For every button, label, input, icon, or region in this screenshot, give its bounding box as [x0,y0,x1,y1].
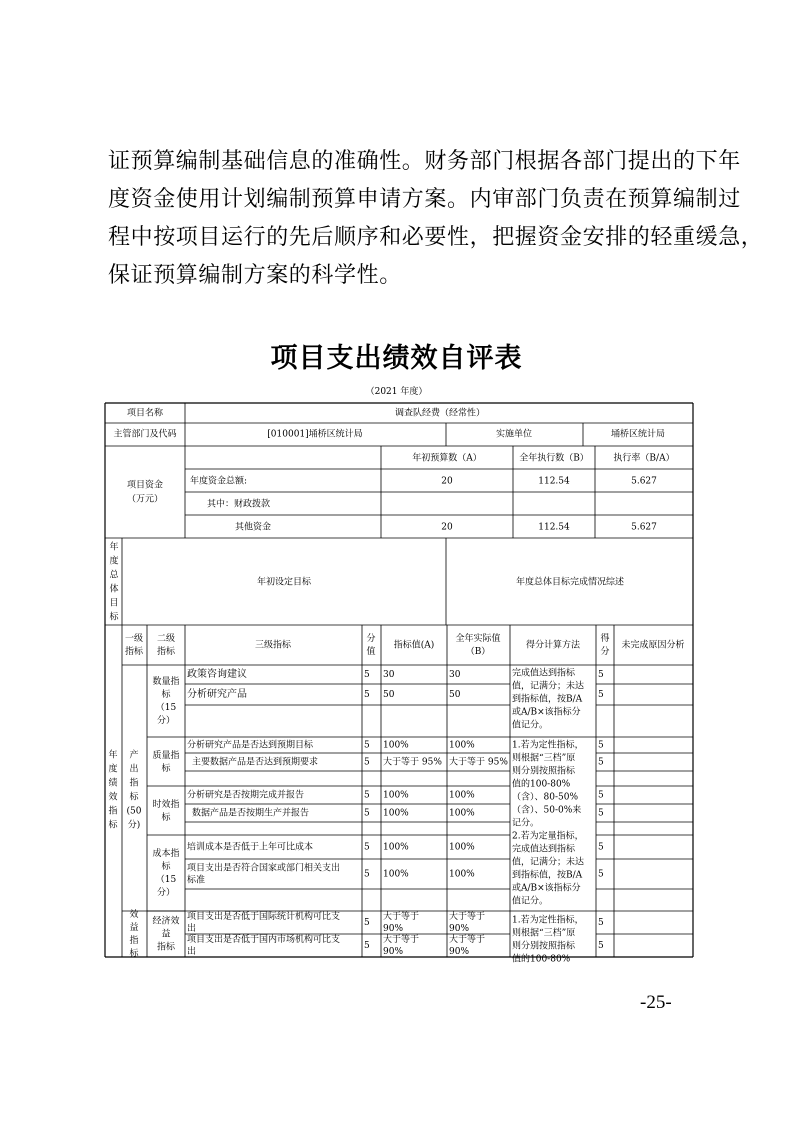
got-value: 5 [598,757,604,768]
actual-value: 大于等于 95% [449,757,508,768]
got-value: 5 [598,670,604,680]
group-label: 成本指 [152,849,180,859]
funds-exec: 112.54 [538,522,570,533]
col-level1: 指标 [124,647,144,657]
group-label: 分） [156,888,176,898]
actual-value: 100% [449,842,475,853]
level3-text: 分析研究产品 [187,689,247,700]
col-score: 值 [366,647,376,657]
benefit-vertical-label: 标 [129,949,139,959]
page-number: -25- [640,992,672,1013]
target-value: 90% [383,947,404,957]
group-label: 经济效 [152,916,180,927]
method-text: 值的100-80% [512,779,571,790]
level3-text: 项目支出是否符合国家或部门相关支出 [187,863,341,874]
group-label: （15 [155,875,177,885]
got-value: 5 [598,808,604,819]
method-text: 值记分。 [512,896,549,907]
score-value: 5 [364,740,370,751]
actual-value: 90% [449,924,470,934]
method-text: 或A/B×该指标分 [512,707,581,718]
col-level2: 二级 [156,634,176,644]
got-value: 5 [598,842,604,853]
output-vertical-label: 分) [127,820,141,831]
method-text: 2.若为定量指标， [512,831,584,842]
benefit-vertical-label: 效 [129,910,139,920]
impl-value: 埇桥区统计局 [610,429,666,440]
target-value: 30 [383,670,395,680]
goal-vertical-label: 标 [109,612,119,623]
target-value: 100% [383,808,409,819]
paragraph-line: 保证预算编制方案的科学性。 [108,263,402,288]
paragraph-line: 度资金使用计划编制预算申请方案。内审部门负责在预算编制过 [108,187,741,212]
score-value: 5 [364,670,370,680]
outer-vertical-label: 度 [108,764,118,775]
target-value: 100% [383,869,409,880]
paragraph-line: 证预算编制基础信息的准确性。财务部门根据各部门提出的下年 [108,149,741,174]
goal-vertical-label: 年 [109,542,119,553]
level3-text: 标准 [187,875,206,886]
got-value: 5 [598,740,604,751]
score-value: 5 [364,808,370,819]
funds-exec: 112.54 [538,476,570,487]
target-value: 大于等于 [383,935,420,945]
level3-text: 分析研究产品是否达到预期目标 [187,740,314,751]
score-value: 5 [364,918,370,928]
col-level2: 指标 [156,647,176,657]
got-value: 5 [598,790,604,801]
level3-text: 项目支出是否低于国内市场机构可比支 [187,935,341,945]
col-reason: 未完成原因分析 [621,640,685,651]
method-text: （含）、80-50% [512,792,578,803]
group-label: 标 [161,690,171,700]
funds-rate: 5.627 [631,522,657,533]
group-label: 标 [161,813,171,823]
method-text: 1.若为定性指标， [512,915,584,926]
target-value: 大于等于 95% [383,757,442,768]
actual-value: 100% [449,869,475,880]
output-vertical-label: 标 [129,792,139,803]
funds-rate: 5.627 [631,476,657,487]
target-value: 100% [383,790,409,801]
project-name-value: 调查队经费（经常性） [394,408,486,419]
benefit-vertical-label: 益 [129,923,139,933]
output-vertical-label: 产 [129,750,139,761]
project-name-label: 项目名称 [126,408,164,419]
col-level3: 三级指标 [254,640,292,651]
target-value: 大于等于 [383,912,420,922]
level3-text: 出 [187,924,197,934]
method-text: 值记分。 [512,720,549,731]
method-text: 完成值达到指标 [512,844,576,855]
outer-vertical-label: 标 [108,820,118,831]
level3-text: 政策咨询建议 [187,669,247,680]
group-label: 时效指 [152,800,180,810]
method-text: 值，记满分；未达 [512,857,585,868]
funds-row-label: 其中：财政拨款 [207,499,271,510]
col-got: 得 [600,634,610,644]
actual-value: 100% [449,790,475,801]
method-text: 到指标值，按B/A [512,870,583,881]
table-title: 项目支出绩效自评表 [270,343,523,374]
col-score: 分 [366,634,376,644]
funds-label: 项目资金 [126,480,164,491]
method-text: 完成值达到指标 [512,668,576,679]
got-value: 5 [598,941,604,951]
output-vertical-label: 指 [129,778,139,789]
col-target: 指标值(A) [393,640,435,651]
actual-value: 30 [449,670,461,680]
score-value: 5 [364,690,370,700]
col-actual: （B） [465,647,491,657]
level3-text: 数据产品是否按期生产并报告 [192,808,310,819]
paragraph-line: 程中按项目运行的先后顺序和必要性，把握资金安排的轻重缓急， [108,225,764,250]
group-label: 标 [161,862,171,872]
goal-set-label: 年初设定目标 [256,577,312,588]
col-got: 分 [600,647,610,657]
got-value: 5 [598,918,604,928]
output-vertical-label: (50 [126,806,142,817]
level3-text: 分析研究是否按期完成并报告 [187,790,305,801]
goal-vertical-label: 总 [109,570,119,581]
outer-vertical-label: 效 [108,792,118,803]
benefit-vertical-label: 指 [129,936,139,946]
method-text: 值，记满分；未达 [512,681,585,692]
actual-value: 90% [449,947,470,957]
goal-vertical-label: 体 [109,584,119,595]
target-value: 100% [383,740,409,751]
col-budget: 年初预算数（A） [412,453,482,464]
score-value: 5 [364,842,370,853]
table-year: （2021 年度） [365,387,428,397]
score-value: 5 [364,941,370,951]
outer-vertical-label: 指 [108,806,118,817]
group-label: 益 [161,929,171,940]
level3-text: 出 [187,947,197,957]
output-vertical-label: 出 [129,764,139,775]
method-text: 或A/B×该指标分 [512,883,581,894]
goal-completion-label: 年度总体目标完成情况综述 [515,577,625,588]
dept-label: 主管部门及代码 [113,429,177,440]
col-exec: 全年执行数（B） [519,453,589,464]
method-text: 值的100-80% [512,954,571,965]
method-text: 则分别按照指标 [512,941,576,952]
group-label: 质量指 [152,751,180,761]
method-text: （含）、50-0%来 [512,805,582,816]
score-value: 5 [364,869,370,880]
outer-vertical-label: 年 [108,750,118,761]
goal-vertical-label: 目 [109,598,119,609]
actual-value: 50 [449,690,461,700]
level3-text: 培训成本是否低于上年可比成本 [187,842,314,853]
target-value: 90% [383,924,404,934]
method-text: 1.若为定性指标， [512,740,584,751]
actual-value: 大于等于 [449,935,486,945]
impl-label: 实施单位 [495,429,533,440]
group-label: 分） [156,716,176,726]
col-actual: 全年实际值 [455,634,501,644]
score-value: 5 [364,790,370,801]
got-value: 5 [598,869,604,880]
col-level1: 一级 [124,634,144,644]
method-text: 记分。 [512,818,540,829]
level3-text: 主要数据产品是否达到预期要求 [192,757,319,768]
target-value: 50 [383,690,395,700]
method-text: 则根据“三档”原 [512,753,576,764]
funds-row-label: 年度资金总额: [190,476,248,487]
method-text: 则根据“三档”原 [512,928,576,939]
funds-row-label: 其他资金 [235,522,272,533]
group-label: 标 [161,764,171,774]
score-value: 5 [364,757,370,768]
actual-value: 100% [449,808,475,819]
actual-value: 大于等于 [449,912,486,922]
group-label: 数量指 [152,677,180,687]
method-text: 则分别按照指标 [512,766,576,777]
funds-label: （万元） [126,494,164,505]
dept-value: [010001]埇桥区统计局 [267,429,363,440]
got-value: 5 [598,690,604,700]
group-label: （15 [155,703,177,713]
method-text: 到指标值，按B/A [512,694,583,705]
level3-text: 项目支出是否低于国际统计机构可比支 [187,912,341,922]
col-method: 得分计算方法 [525,640,581,651]
goal-vertical-label: 度 [109,556,119,567]
funds-budget: 20 [441,476,453,487]
target-value: 100% [383,842,409,853]
funds-budget: 20 [441,522,453,533]
col-rate: 执行率（B/A） [613,453,675,464]
outer-vertical-label: 绩 [108,778,118,789]
group-label: 指标 [156,942,176,953]
actual-value: 100% [449,740,475,751]
